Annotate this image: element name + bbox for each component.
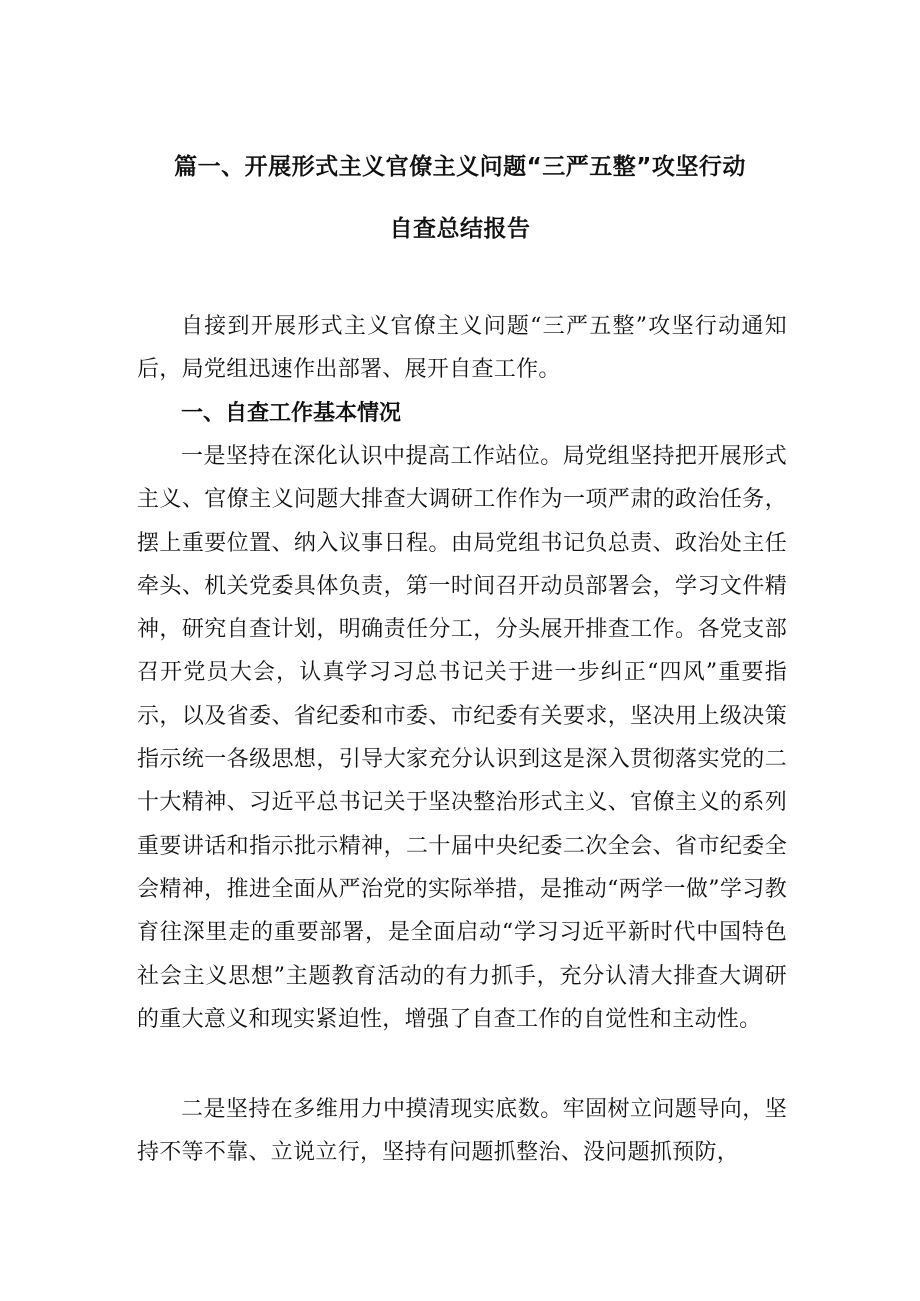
document-title-line-2: 自查总结报告 <box>389 216 531 242</box>
paragraph-point-1: 一是坚持在深化认识中提高工作站位。局党组坚持把开展形式主义、官僚主义问题大排查大调研工作作为一项严肃的政治任务，摆上重要位置、纳入议事日程。由局党组书记负总责、政治处主任牵头、机关党委具体负责，第一时间召开动员部署会，学习文件精神，研究自查计划，明确责任分工，分头展开排查工作。各党支部召开党员大会，认真学习习总书记关于进一步纠正“四风”重要指示，以及省委、省纪委和市委、市纪委有关要求，坚决用上级决策指示统一各级思想，引导大家充分认识到这是深入贯彻落实党的二十大精神、习近平总书记关于坚决整治形式主义、官僚主义的系列重要讲话和指示批示精神，二十届中央纪委二次全会、省市纪委全会精神，推进全面从严治党的实际举措，是推动“两学一做”学习教育往深里走的重要部署，是全面启动“学习习近平新时代中国特色社会主义思想”主题教育活动的有力抓手，充分认清大排查大调研的重大意义和现实紧迫性，增强了自查工作的自觉性和主动性。 <box>137 444 787 1032</box>
document-title-line-1: 篇一、开展形式主义官僚主义问题“三严五整”攻坚行动 <box>174 154 746 180</box>
intro-paragraph: 自接到开展形式主义官僚主义问题“三严五整”攻坚行动通知后，局党组迅速作出部署、展开自查工作。 <box>137 314 787 383</box>
section-heading-1: 一、自查工作基本情况 <box>181 401 402 426</box>
paragraph-point-2: 二是坚持在多维用力中摸清现实底数。牢固树立问题导向，坚持不等不靠、立说立行，坚持有问题抓整治、没问题抓预防， <box>137 1097 787 1166</box>
